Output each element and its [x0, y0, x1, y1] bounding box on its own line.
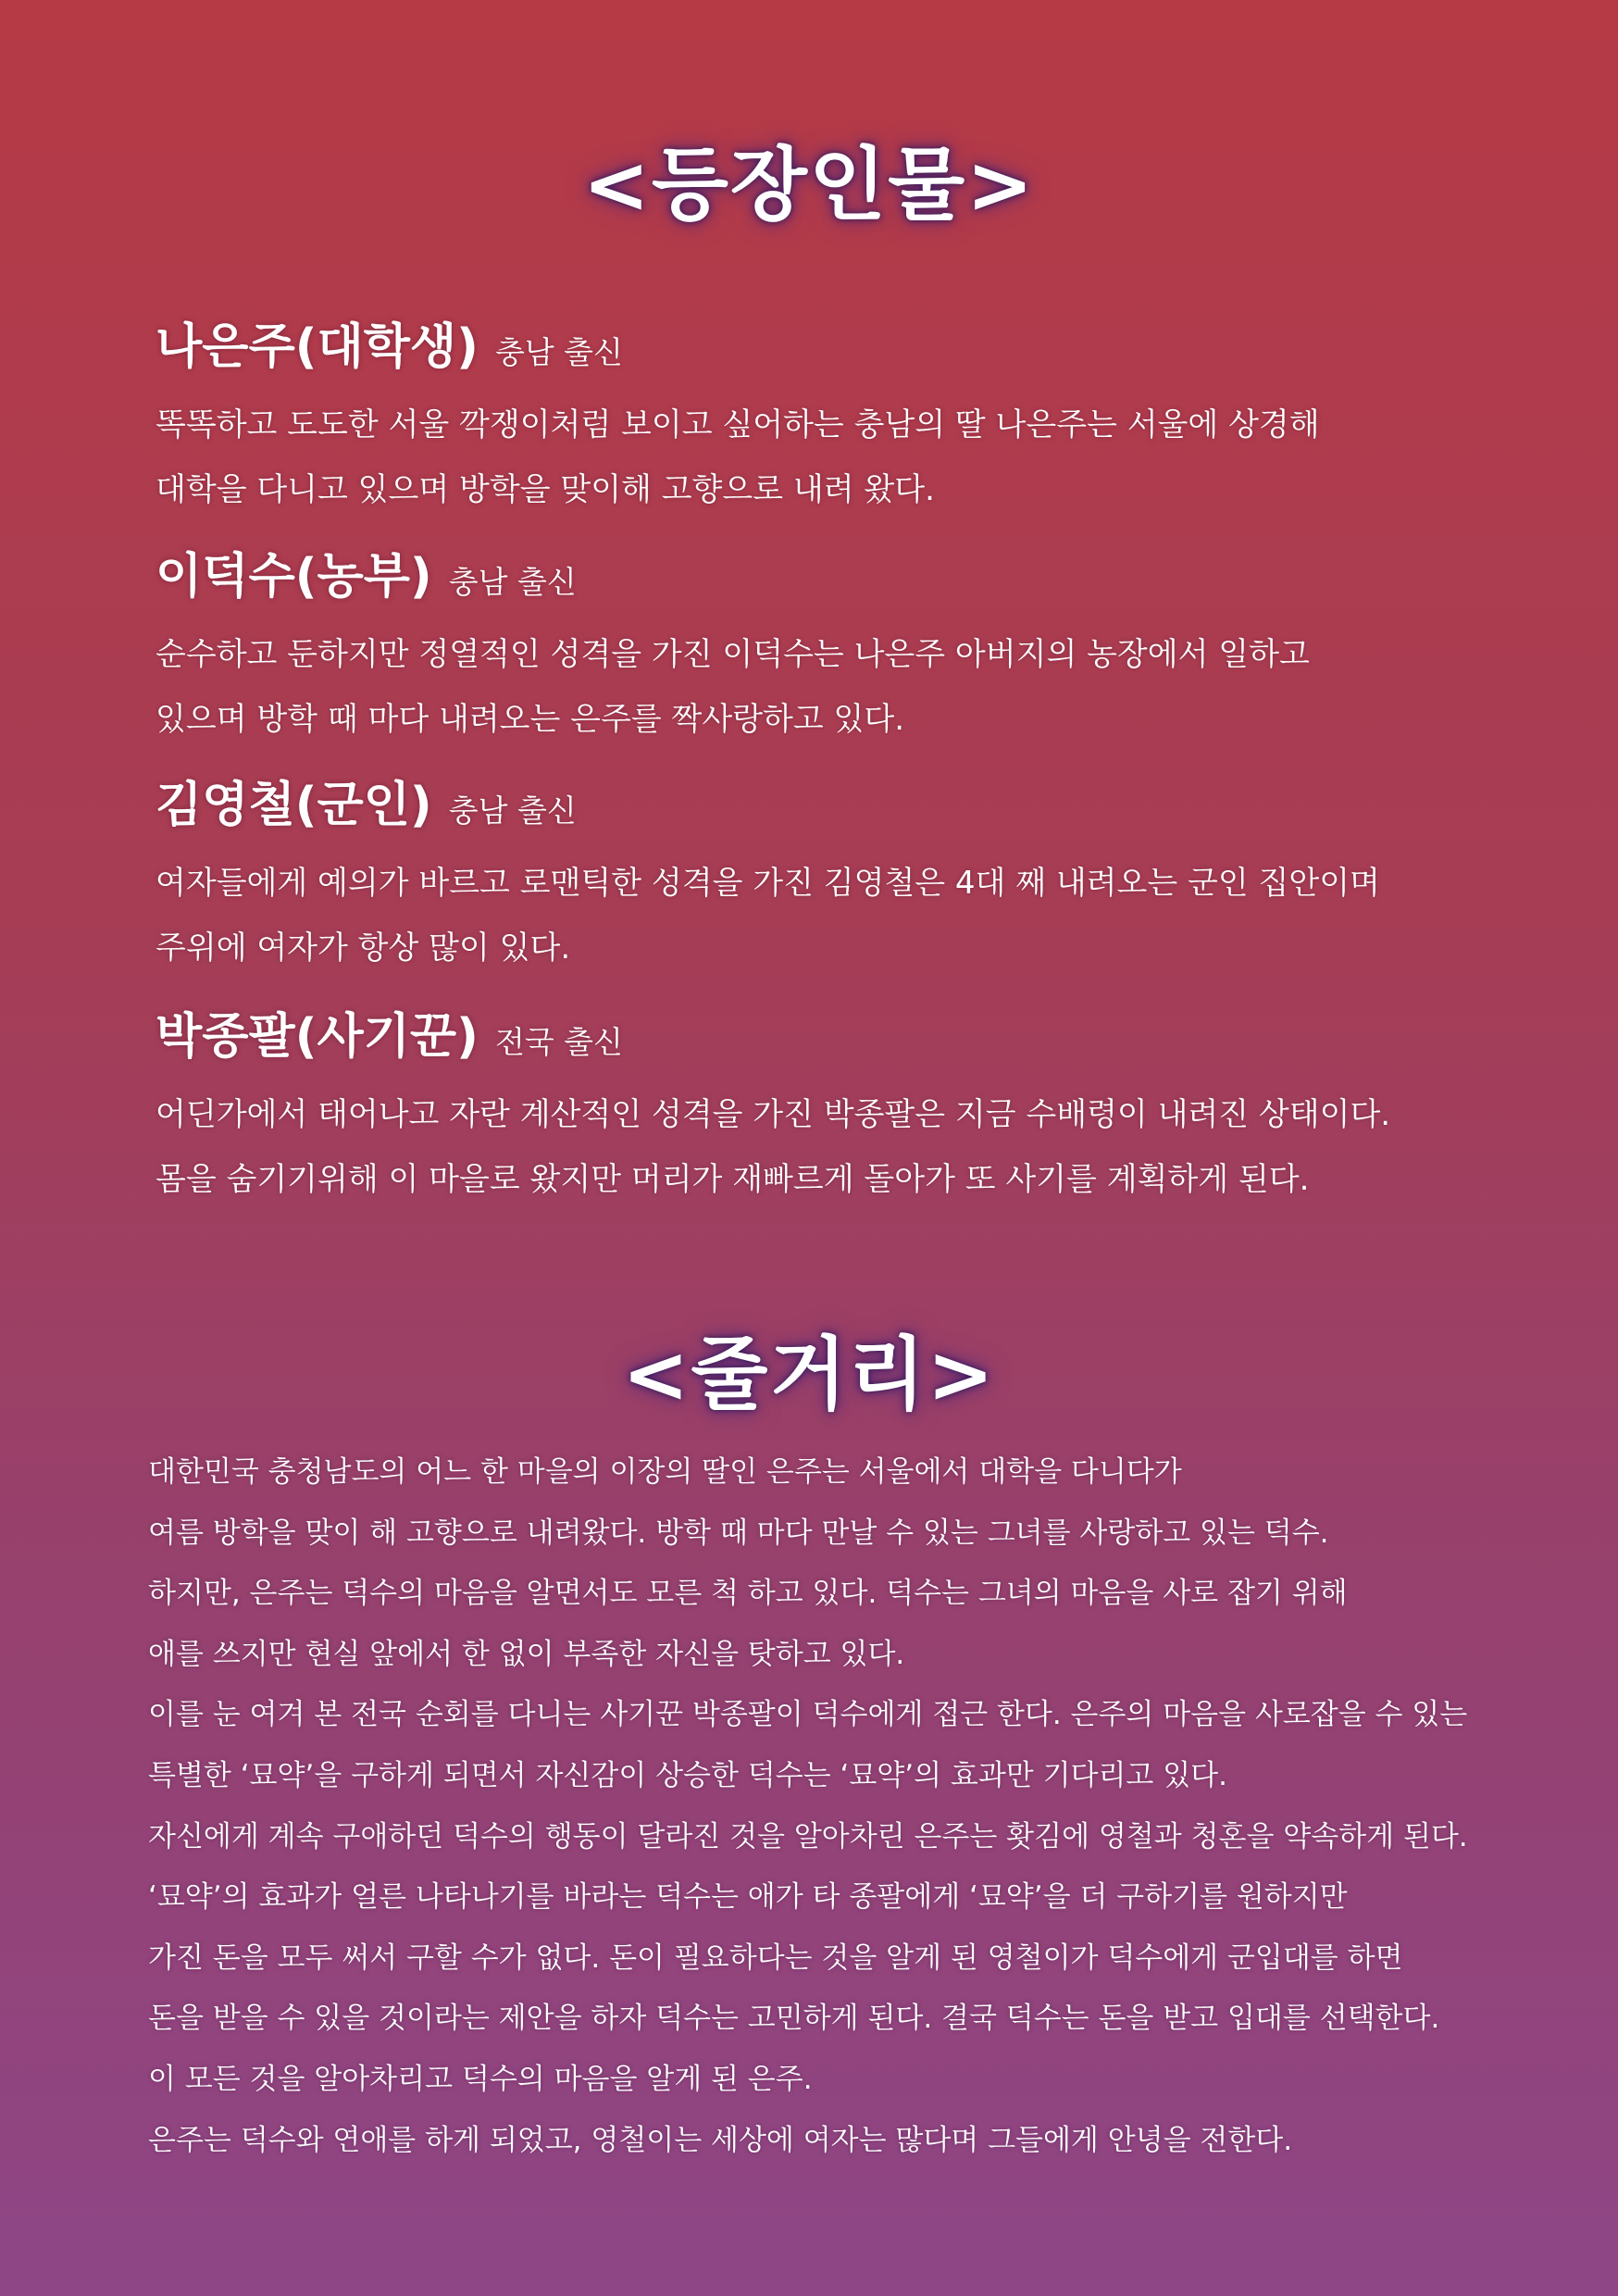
description-line: 있으며 방학 때 마다 내려오는 은주를 짝사랑하고 있다. — [156, 701, 905, 738]
synopsis-line: 애를 쓰지만 현실 앞에서 한 없이 부족한 자신을 탓하고 있다. — [148, 1637, 905, 1671]
character-origin: 충남 출신 — [494, 334, 623, 370]
characters-section-title: <등장인물> — [582, 139, 1036, 231]
synopsis-section-title: <줄거리> — [622, 1329, 996, 1421]
description-line: 순수하고 둔하지만 정열적인 성격을 가진 이덕수는 나은주 아버지의 농장에서 일하고 — [156, 636, 1310, 673]
character-name: 나은주(대학생) — [156, 319, 479, 375]
synopsis-line: 자신에게 계속 구애하던 덕수의 행동이 달라진 것을 알아차린 은주는 홧김에 영철과 청혼을 약속하게 된다. — [148, 1819, 1468, 1853]
character-heading — [156, 537, 1525, 607]
synopsis-line: 은주는 덕수와 연애를 하게 되었고, 영철이는 세상에 여자는 많다며 그들에게 안녕을 전한다. — [148, 2123, 1293, 2157]
character-block — [156, 307, 1525, 522]
synopsis-line: 돈을 받을 수 있을 것이라는 제안을 하자 덕수는 고민하게 된다. 결국 덕수는 돈을 받고 입대를 선택한다. — [148, 2002, 1440, 2036]
synopsis-line: 특별한 ‘묘약’을 구하게 되면서 자신감이 상승한 덕수는 ‘묘약’의 효과만 기다리고 있다. — [148, 1758, 1227, 1792]
character-description — [156, 622, 1525, 752]
character-description — [156, 393, 1525, 522]
description-line: 여자들에게 예의가 바르고 로맨틱한 성격을 가진 김영철은 4대 째 내려오는 군인 집안이며 — [156, 865, 1380, 902]
character-name: 이덕수(농부) — [156, 549, 432, 605]
character-name: 김영철(군인) — [156, 778, 432, 833]
character-origin: 전국 출신 — [494, 1024, 623, 1060]
character-description — [156, 1082, 1525, 1212]
synopsis-line: 대한민국 충청남도의 어느 한 마을의 이장의 딸인 은주는 서울에서 대학을 다니다가 — [148, 1455, 1182, 1489]
character-origin: 충남 출신 — [448, 564, 577, 600]
character-block — [156, 766, 1525, 980]
description-line: 똑똑하고 도도한 서울 깍쟁이처럼 보이고 싶어하는 충남의 딸 나은주는 서울에 상경해 — [156, 406, 1320, 443]
description-line: 주위에 여자가 항상 많이 있다. — [156, 930, 571, 967]
synopsis-line: 여름 방학을 맞이 해 고향으로 내려왔다. 방학 때 마다 만날 수 있는 그녀를 사랑하고 있는 덕수. — [148, 1516, 1329, 1550]
synopsis-line: ‘묘약’의 효과가 얼른 나타나기를 바라는 덕수는 애가 타 종팔에게 ‘묘약’을 더 구하기를 원하지만 — [148, 1880, 1348, 1915]
character-heading — [156, 307, 1525, 378]
description-line: 몸을 숨기기위해 이 마을로 왔지만 머리가 재빠르게 돌아가 또 사기를 계획하게 된다. — [156, 1161, 1310, 1198]
character-heading — [156, 997, 1525, 1067]
synopsis-line: 이 모든 것을 알아차리고 덕수의 마음을 알게 된 은주. — [148, 2062, 813, 2096]
description-line: 대학을 다니고 있으며 방학을 맞이해 고향으로 내려 왔다. — [156, 471, 935, 508]
synopsis-body — [148, 1442, 1574, 2171]
character-block — [156, 537, 1525, 752]
synopsis-line: 이를 눈 여겨 본 전국 순회를 다니는 사기꾼 박종팔이 덕수에게 접근 한다. 은주의 마음을 사로잡을 수 있는 — [148, 1698, 1468, 1732]
character-heading — [156, 766, 1525, 836]
synopsis-line: 가진 돈을 모두 써서 구할 수가 없다. 돈이 필요하다는 것을 알게 된 영철이가 덕수에게 군입대를 하면 — [148, 1940, 1403, 1975]
character-name: 박종팔(사기꾼) — [156, 1009, 479, 1065]
description-line: 어딘가에서 태어나고 자란 계산적인 성격을 가진 박종팔은 지금 수배령이 내려진 상태이다. — [156, 1096, 1391, 1133]
character-origin: 충남 출신 — [448, 792, 577, 829]
synopsis-line: 하지만, 은주는 덕수의 마음을 알면서도 모른 척 하고 있다. 덕수는 그녀의 마음을 사로 잡기 위해 — [148, 1577, 1348, 1611]
character-block — [156, 997, 1525, 1212]
character-description — [156, 851, 1525, 980]
